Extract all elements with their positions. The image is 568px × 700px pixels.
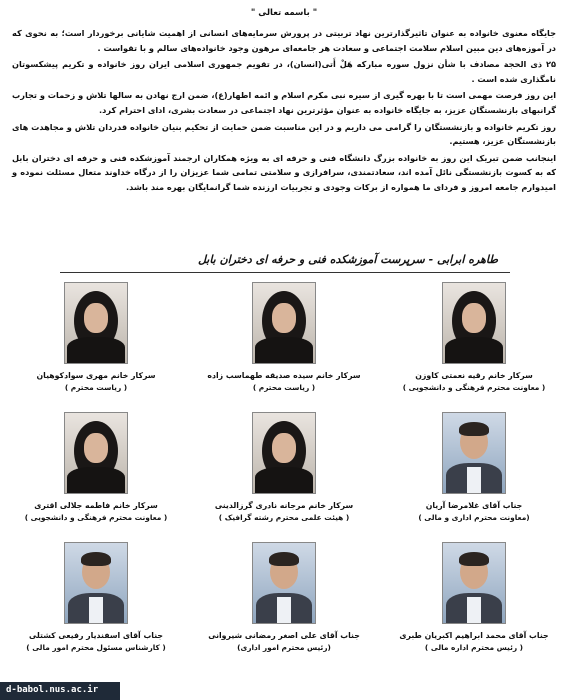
- staff-name: جناب آقای غلامرضا آریان: [425, 501, 523, 510]
- staff-photo: [64, 412, 128, 494]
- staff-name: جناب آقای اسفندیار رفیعی کشتلی: [28, 631, 164, 640]
- signature-line: طاهره ابرابی - سرپرست آموزشکده فنی و حرفه ای دختران بابل: [197, 253, 498, 266]
- staff-photo: [64, 542, 128, 624]
- staff-photo: [252, 412, 316, 494]
- staff-name: سرکار خانم سیده صدیقه طهماسب زاده: [207, 371, 361, 380]
- paragraph: جایگاه معنوی خانواده به عنوان تاثیرگذارترین نهاد تربیتی در پرورش سرمایه‌های انسانی از اهمیت شایانی برخوردار است؛ به نحوی که در آموزه‌های دین مبین اسلام سلامت اجتماعی و سعادت هر جامعه‌ای مرهون وجود خانواده‌های سالم و با تقواست .: [12, 28, 556, 53]
- staff-card: [8, 412, 184, 524]
- staff-card: [386, 542, 562, 654]
- paragraph: اینجانب ضمن تبریک این روز به خانواده بزرگ دانشگاه فنی و حرفه ای به ویژه همکاران ارجمند آموزشکده فنی و حرفه ای دختران بابل که به کسوت بازنشستگی نائل آمده اند، سعادتمندی، سرافرازی و سلامتی تمامی شما عزیزان را از درگاه خداوند متعال مسئلت نموده و امیدوارم جامعه امروز و فردای ما همواره از برکات وجودی و تجربیات ارزنده شما گرانمایگان بهره مند باشد.: [12, 152, 556, 192]
- website-footer: [0, 682, 120, 700]
- message-body: [12, 26, 556, 197]
- staff-name: جناب آقای علی اصغر رمضانی شیروانی: [208, 631, 360, 640]
- staff-name: سرکار خانم مهری سوادکوهیان: [36, 371, 156, 380]
- staff-role: (معاونت محترم اداری و مالی ): [418, 513, 530, 522]
- divider: [60, 272, 510, 273]
- paragraph: ۲۵ ذی الحجة مصادف با شأن نزول سوره مبارکه هَلْ أَتی(انسان)، در تقویم جمهوری اسلامی ایران روز خانواده و تکریم پیشکسوتان نامگذاری شده است .: [12, 59, 556, 84]
- staff-role: ( معاونت محترم فرهنگی و دانشجویی ): [24, 513, 168, 522]
- staff-role: ( رئیس محترم اداره مالی ): [424, 643, 524, 652]
- staff-card: [386, 282, 562, 394]
- header-title: " باسمه تعالی ": [250, 8, 318, 18]
- paragraph: روز تکریم خانواده و بازنشستگان را گرامی می داریم و در این مناسبت ضمن حمایت از تحکیم بنیان خانواده قدردان تلاش و مجاهدت های بازنشستگان عزیز، هستیم.: [12, 121, 556, 147]
- staff-photo: [252, 542, 316, 624]
- staff-role: ( ریاست محترم ): [252, 383, 316, 392]
- staff-card: [8, 282, 184, 394]
- staff-photo: [252, 282, 316, 364]
- staff-name: سرکار خانم مرجانه نادری گرزالدینی: [214, 501, 354, 510]
- staff-role: ( هیئت علمی محترم رشته گرافیک ): [218, 513, 350, 522]
- staff-photo: [64, 282, 128, 364]
- staff-card: [196, 542, 372, 654]
- staff-photo: [442, 412, 506, 494]
- staff-role: (رئیس محترم امور اداری): [237, 643, 331, 652]
- staff-card: [196, 282, 372, 394]
- staff-name: سرکار خانم فاطمه جلالی اقتری: [34, 501, 158, 510]
- staff-role: ( کارشناس مسئول محترم امور مالی ): [26, 643, 166, 652]
- staff-role: ( معاونت محترم فرهنگی و دانشجویی ): [402, 383, 546, 392]
- staff-photo: [442, 542, 506, 624]
- staff-name: سرکار خانم رقیه نعمتی کاوزن: [415, 371, 533, 380]
- staff-card: [196, 412, 372, 524]
- staff-card: [386, 412, 562, 524]
- staff-photo: [442, 282, 506, 364]
- paragraph: این روز فرصت مهمی است تا با بهره گیری از سیره نبی مکرم اسلام و ائمه اطهار(ع)، ضمن ارج نهادن به سالها تلاش و زحمات و تجارب گرانبهای بازنشستگان عزیز، به جایگاه خانواده به عنوان مؤثرترین نهاد اجتماعی در سعادت بشری، ادای احترام کرد.: [12, 90, 556, 115]
- staff-card: [8, 542, 184, 654]
- staff-role: ( ریاست محترم ): [64, 383, 128, 392]
- staff-name: جناب آقای محمد ابراهیم اکبریان طبری: [399, 631, 549, 640]
- website-url[interactable]: d-babol.nus.ac.ir: [6, 685, 99, 695]
